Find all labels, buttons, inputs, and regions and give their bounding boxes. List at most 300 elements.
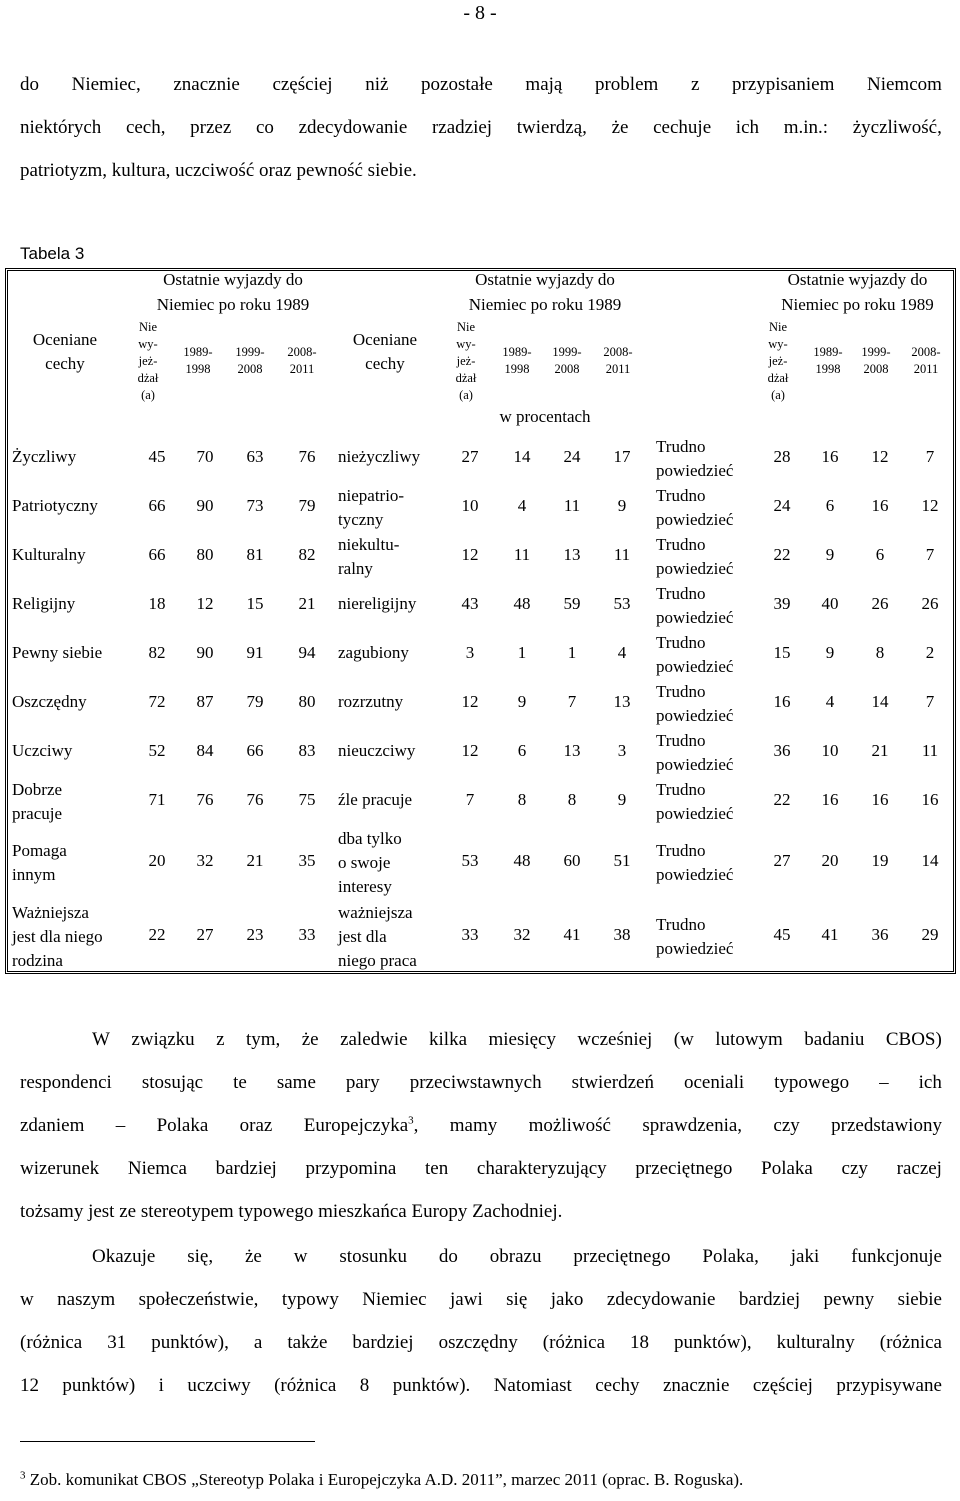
value-negative: 33 xyxy=(461,925,479,944)
word: przez xyxy=(190,117,232,138)
value-hard-to-say: 28 xyxy=(773,447,791,466)
footnote-ref: 3 xyxy=(408,1114,414,1127)
word: same xyxy=(276,1072,316,1093)
col-header-never-line: dżał xyxy=(455,371,477,385)
word: zaledwie xyxy=(340,1029,408,1050)
word: Niemiec, xyxy=(71,74,141,95)
hard-to-say-part: Trudno xyxy=(656,841,706,860)
word: (w xyxy=(673,1029,694,1050)
col-header-2008-line: 2011 xyxy=(605,362,631,376)
col-header-2008-line: 2011 xyxy=(289,362,315,376)
word: w xyxy=(293,1246,308,1267)
value-negative: 3 xyxy=(465,643,475,662)
hard-to-say-part: Trudno xyxy=(656,731,706,750)
value-negative: 24 xyxy=(563,447,581,466)
value-hard-to-say: 16 xyxy=(921,790,939,809)
value-positive: 90 xyxy=(196,496,214,515)
word: oceniali xyxy=(683,1072,745,1093)
value-positive: 21 xyxy=(298,594,316,613)
word: charakteryzujący xyxy=(476,1158,607,1179)
trait-negative-part: jest dla xyxy=(338,927,387,946)
word: ich xyxy=(735,117,760,138)
word: przeciętnego xyxy=(573,1246,671,1267)
trait-positive: Oszczędny xyxy=(12,692,87,711)
col-header-never-line: jeż- xyxy=(138,354,158,368)
word: że xyxy=(301,1029,319,1050)
value-hard-to-say: 11 xyxy=(921,741,939,760)
hard-to-say-part: Trudno xyxy=(656,437,706,456)
body-line xyxy=(20,1235,942,1278)
trait-positive-part: Ważniejsza xyxy=(12,903,89,922)
word: zdecydowanie xyxy=(298,117,408,138)
col-header-never-line: (a) xyxy=(141,388,155,402)
word: przedstawiony xyxy=(831,1115,942,1136)
value-hard-to-say: 27 xyxy=(773,851,791,870)
hard-to-say-part: powiedzieć xyxy=(656,461,734,480)
word: 31 xyxy=(107,1332,127,1353)
value-hard-to-say: 20 xyxy=(821,851,839,870)
value-negative: 11 xyxy=(513,545,531,564)
value-negative: 32 xyxy=(513,925,531,944)
hard-to-say-part: Trudno xyxy=(656,915,706,934)
value-hard-to-say: 19 xyxy=(871,851,889,870)
word: mamy xyxy=(449,1115,498,1136)
value-positive: 73 xyxy=(246,496,264,515)
word: 12 xyxy=(20,1375,39,1396)
value-hard-to-say: 21 xyxy=(871,741,889,760)
word: rzadziej xyxy=(431,117,493,138)
group-header-line-1: Ostatnie wyjazdy do xyxy=(475,270,615,289)
value-positive: 79 xyxy=(246,692,264,711)
value-positive: 91 xyxy=(246,643,264,662)
trait-negative-part: niepatrio- xyxy=(338,486,405,505)
trait-negative xyxy=(338,827,458,899)
col-header-never xyxy=(128,319,168,404)
value-negative: 9 xyxy=(517,692,527,711)
word: przypomina xyxy=(305,1158,397,1179)
value-hard-to-say: 16 xyxy=(871,790,889,809)
col-header-never-line: wy- xyxy=(768,337,788,351)
col-header-1999 xyxy=(545,344,589,378)
word: także xyxy=(287,1332,328,1353)
trait-negative-part: o swoje xyxy=(338,853,391,872)
word: wizerunek xyxy=(20,1158,100,1179)
word: stosując xyxy=(141,1072,204,1093)
word: ich xyxy=(918,1072,942,1093)
word: pozostałe xyxy=(421,74,493,95)
word: 18 xyxy=(630,1332,650,1353)
word: (różnica xyxy=(879,1332,942,1353)
value-negative: 53 xyxy=(461,851,479,870)
footnote-separator xyxy=(20,1441,315,1442)
word: do xyxy=(438,1246,458,1267)
col-header-2008-line: 2008- xyxy=(603,345,633,359)
word: bardziej xyxy=(738,1289,801,1310)
value-positive: 80 xyxy=(298,692,316,711)
value-positive: 87 xyxy=(196,692,214,711)
word: raczej xyxy=(896,1158,942,1179)
body-line-with-ref xyxy=(20,1104,942,1147)
word: Natomiast xyxy=(493,1375,572,1396)
word: obrazu xyxy=(489,1246,542,1267)
col-header-never-line: (a) xyxy=(459,388,473,402)
value-positive: 84 xyxy=(196,741,214,760)
word: problem xyxy=(594,74,659,95)
col-header-1989 xyxy=(176,344,220,378)
trait-positive xyxy=(12,839,137,887)
value-hard-to-say: 36 xyxy=(773,741,791,760)
word: i xyxy=(158,1375,164,1396)
value-negative: 53 xyxy=(613,594,631,613)
value-negative: 11 xyxy=(613,545,631,564)
value-positive: 45 xyxy=(148,447,166,466)
value-hard-to-say: 16 xyxy=(871,496,889,515)
word: znacznie xyxy=(173,74,240,95)
word-with-ref xyxy=(304,1104,419,1147)
body-line: tożsamy jest ze stereotypem typowego mieszkańca Europy Zachodniej. xyxy=(20,1201,563,1222)
word: bardziej xyxy=(215,1158,277,1179)
trait-negative-part: tyczny xyxy=(338,510,384,529)
group-header-line-2: Niemiec po roku 1989 xyxy=(156,295,310,314)
word: badaniu xyxy=(804,1029,865,1050)
word: związku xyxy=(131,1029,195,1050)
value-positive: 18 xyxy=(148,594,166,613)
traits-header xyxy=(10,328,120,376)
hard-to-say-label xyxy=(656,484,766,532)
word: miesięcy xyxy=(488,1029,556,1050)
hard-to-say-part: powiedzieć xyxy=(656,559,734,578)
word: częściej xyxy=(272,74,333,95)
hard-to-say-label xyxy=(656,582,766,630)
word: ten xyxy=(424,1158,449,1179)
col-header-1999 xyxy=(228,344,272,378)
value-hard-to-say: 22 xyxy=(773,790,791,809)
hard-to-say-part: Trudno xyxy=(656,486,706,505)
unit-label: w procentach xyxy=(499,407,591,426)
traits-header-word: cechy xyxy=(45,354,85,373)
hard-to-say-part: powiedzieć xyxy=(656,755,734,774)
value-hard-to-say: 24 xyxy=(773,496,791,515)
col-header-never-line: wy- xyxy=(138,337,158,351)
word: w xyxy=(20,1289,34,1310)
trait-negative-part: ważniejsza xyxy=(338,903,413,922)
value-negative: 11 xyxy=(563,496,581,515)
hard-to-say-part: Trudno xyxy=(656,633,706,652)
word: punktów). xyxy=(392,1375,471,1396)
body-paragraph-1 xyxy=(20,1018,942,1233)
col-header-never-line: (a) xyxy=(771,388,785,402)
trait-negative: nieżyczliwy xyxy=(338,447,421,466)
value-negative: 6 xyxy=(517,741,527,760)
word: z xyxy=(690,74,700,95)
value-negative: 13 xyxy=(563,741,581,760)
value-hard-to-say: 36 xyxy=(871,925,889,944)
word: tym, xyxy=(246,1029,281,1050)
word: społeczeństwie, xyxy=(138,1289,259,1310)
col-header-2008-line: 2011 xyxy=(913,362,939,376)
word: przeciętnego xyxy=(635,1158,733,1179)
word: Niemiec xyxy=(362,1289,427,1310)
value-negative: 48 xyxy=(513,851,531,870)
word: a xyxy=(253,1332,263,1353)
word: czy xyxy=(841,1158,868,1179)
hard-to-say-label xyxy=(656,778,766,826)
word: kulturalny xyxy=(776,1332,855,1353)
value-positive: 33 xyxy=(298,925,316,944)
trait-positive: Uczciwy xyxy=(12,741,73,760)
col-header-never xyxy=(446,319,486,404)
hard-to-say-label xyxy=(656,533,766,581)
word: Europejczyka xyxy=(303,1115,409,1136)
trait-negative-part: niego praca xyxy=(338,951,417,970)
word: – xyxy=(115,1115,126,1136)
value-hard-to-say: 22 xyxy=(773,545,791,564)
word: zdaniem xyxy=(20,1115,85,1136)
hard-to-say-part: powiedzieć xyxy=(656,865,734,884)
traits-header-word: Oceniane xyxy=(352,330,418,349)
col-header-1999-line: 1999- xyxy=(552,345,582,359)
word: przeciwstawnych xyxy=(409,1072,542,1093)
word: (różnica xyxy=(20,1332,83,1353)
col-header-1999-line: 2008 xyxy=(554,362,580,376)
word: przypisaniem xyxy=(732,74,835,95)
value-positive: 20 xyxy=(148,851,166,870)
word: wcześniej xyxy=(577,1029,653,1050)
trait-negative-part: niekultu- xyxy=(338,535,400,554)
value-hard-to-say: 14 xyxy=(871,692,889,711)
value-positive: 83 xyxy=(298,741,316,760)
trait-negative xyxy=(338,901,458,973)
value-positive: 75 xyxy=(298,790,316,809)
trait-negative-part: dba tylko xyxy=(338,829,402,848)
value-negative: 43 xyxy=(461,594,479,613)
word: Polaka xyxy=(761,1158,813,1179)
value-hard-to-say: 40 xyxy=(821,594,839,613)
word: twierdzą, xyxy=(516,117,587,138)
word: lutowym xyxy=(715,1029,783,1050)
trait-positive xyxy=(12,901,137,973)
value-negative: 8 xyxy=(567,790,577,809)
value-negative: 4 xyxy=(617,643,627,662)
word: życzliwość, xyxy=(852,117,942,138)
value-positive: 52 xyxy=(148,741,166,760)
col-header-2008-line: 2008- xyxy=(911,345,941,359)
hard-to-say-label xyxy=(656,913,766,961)
col-header-2008 xyxy=(596,344,640,378)
hard-to-say-label xyxy=(656,680,766,728)
hard-to-say-part: powiedzieć xyxy=(656,657,734,676)
col-header-never-line: Nie xyxy=(138,320,158,334)
col-header-never-line: wy- xyxy=(456,337,476,351)
value-positive: 15 xyxy=(246,594,264,613)
value-negative: 38 xyxy=(613,925,631,944)
word: cechuje xyxy=(653,117,712,138)
word: jawi xyxy=(450,1289,483,1310)
word: pary xyxy=(345,1072,380,1093)
col-header-never-line: jeż- xyxy=(456,354,476,368)
value-hard-to-say: 16 xyxy=(821,790,839,809)
trait-negative-part: ralny xyxy=(338,559,373,578)
hard-to-say-part: powiedzieć xyxy=(656,706,734,725)
table-caption: Tabela 3 xyxy=(20,244,85,263)
value-positive: 82 xyxy=(148,643,166,662)
trait-positive-part: innym xyxy=(12,865,56,884)
value-negative: 14 xyxy=(513,447,531,466)
value-hard-to-say: 12 xyxy=(871,447,889,466)
col-header-2008 xyxy=(280,344,324,378)
value-negative: 51 xyxy=(613,851,631,870)
value-hard-to-say: 41 xyxy=(821,925,839,944)
word: jaki xyxy=(790,1246,820,1267)
value-negative: 12 xyxy=(461,692,479,711)
word: jako xyxy=(550,1289,584,1310)
col-header-2008-line: 2008- xyxy=(287,345,317,359)
value-negative: 7 xyxy=(465,790,475,809)
col-header-1999-line: 1999- xyxy=(861,345,891,359)
word: co xyxy=(255,117,274,138)
value-positive: 76 xyxy=(196,790,214,809)
value-negative: 59 xyxy=(563,594,581,613)
col-header-1989-line: 1989- xyxy=(502,345,532,359)
word: niż xyxy=(365,74,389,95)
body-line xyxy=(20,1364,942,1407)
trait-negative: rozrzutny xyxy=(338,692,404,711)
word: przypisywane xyxy=(836,1375,942,1396)
col-header-never-line: jeż- xyxy=(768,354,788,368)
col-header-1999 xyxy=(854,344,898,378)
value-negative: 3 xyxy=(617,741,627,760)
hard-to-say-part: Trudno xyxy=(656,682,706,701)
value-positive: 80 xyxy=(196,545,214,564)
word: stwierdzeń xyxy=(571,1072,654,1093)
intro-line-3: patriotyzm, kultura, uczciwość oraz pewność siebie. xyxy=(20,160,417,181)
hard-to-say-label xyxy=(656,729,766,777)
trait-positive: Patriotyczny xyxy=(12,496,98,515)
word: bardziej xyxy=(352,1332,414,1353)
word: typowego xyxy=(774,1072,850,1093)
hard-to-say-part: powiedzieć xyxy=(656,939,734,958)
trait-positive: Życzliwy xyxy=(12,447,77,466)
value-positive: 35 xyxy=(298,851,316,870)
value-negative: 27 xyxy=(461,447,479,466)
word: z xyxy=(216,1029,225,1050)
value-positive: 66 xyxy=(148,496,166,515)
page-number: - 8 - xyxy=(463,2,497,24)
col-header-never-line: Nie xyxy=(768,320,788,334)
value-hard-to-say: 12 xyxy=(921,496,939,515)
value-positive: 90 xyxy=(196,643,214,662)
trait-positive: Religijny xyxy=(12,594,76,613)
word: oszczędny xyxy=(438,1332,518,1353)
word: uczciwy xyxy=(187,1375,251,1396)
word: sprawdzenia, xyxy=(642,1115,743,1136)
value-hard-to-say: 16 xyxy=(821,447,839,466)
word: Polaka xyxy=(156,1115,209,1136)
value-positive: 12 xyxy=(196,594,214,613)
value-hard-to-say: 6 xyxy=(875,545,885,564)
word: częściej xyxy=(752,1375,813,1396)
word: stosunku xyxy=(339,1246,407,1267)
value-positive: 94 xyxy=(298,643,316,662)
value-positive: 63 xyxy=(246,447,264,466)
value-hard-to-say: 15 xyxy=(773,643,791,662)
group-header-line-1: Ostatnie wyjazdy do xyxy=(163,270,303,289)
value-negative: 60 xyxy=(563,851,581,870)
value-positive: 76 xyxy=(246,790,264,809)
trait-negative xyxy=(338,484,458,532)
trait-negative-part: interesy xyxy=(338,877,392,896)
trait-negative: zagubiony xyxy=(338,643,409,662)
value-negative: 1 xyxy=(517,643,527,662)
value-positive: 32 xyxy=(196,851,214,870)
hard-to-say-label xyxy=(656,839,766,887)
value-hard-to-say: 26 xyxy=(921,594,939,613)
value-hard-to-say: 9 xyxy=(825,545,835,564)
word: Niemca xyxy=(127,1158,187,1179)
word: oraz xyxy=(239,1115,273,1136)
word: zdecydowanie xyxy=(606,1289,716,1310)
hard-to-say-label xyxy=(656,435,766,483)
word: możliwość xyxy=(528,1115,611,1136)
value-negative: 1 xyxy=(567,643,577,662)
value-hard-to-say: 6 xyxy=(825,496,835,515)
word: czy xyxy=(773,1115,800,1136)
word: do xyxy=(20,74,39,95)
word: Niemcom xyxy=(866,74,942,95)
value-negative: 4 xyxy=(517,496,527,515)
word: znacznie xyxy=(662,1375,730,1396)
word: że xyxy=(611,117,629,138)
trait-positive-part: jest dla niego xyxy=(12,927,103,946)
body-line xyxy=(20,1278,942,1321)
value-hard-to-say: 39 xyxy=(773,594,791,613)
word: cechy xyxy=(595,1375,640,1396)
hard-to-say-label xyxy=(656,631,766,679)
value-negative: 7 xyxy=(567,692,577,711)
col-header-1989 xyxy=(495,344,539,378)
value-positive: 23 xyxy=(246,925,264,944)
word: – xyxy=(879,1072,889,1093)
word: się xyxy=(506,1289,528,1310)
word: respondenci xyxy=(20,1072,112,1093)
value-hard-to-say: 26 xyxy=(871,594,889,613)
value-positive: 66 xyxy=(246,741,264,760)
trait-negative: nieuczciwy xyxy=(338,741,416,760)
col-header-1989-line: 1989- xyxy=(183,345,213,359)
col-header-1999-line: 2008 xyxy=(237,362,263,376)
word: mają xyxy=(525,74,563,95)
col-header-1989-line: 1998 xyxy=(815,362,841,376)
value-positive: 79 xyxy=(298,496,316,515)
body-line xyxy=(20,1147,942,1190)
hard-to-say-part: powiedzieć xyxy=(656,608,734,627)
word: m.in.: xyxy=(783,117,829,138)
hard-to-say-part: Trudno xyxy=(656,535,706,554)
trait-positive xyxy=(12,778,137,826)
value-negative: 9 xyxy=(617,790,627,809)
body-paragraph-2 xyxy=(20,1235,942,1407)
value-negative: 8 xyxy=(517,790,527,809)
value-negative: 13 xyxy=(563,545,581,564)
value-hard-to-say: 7 xyxy=(925,692,935,711)
value-hard-to-say: 4 xyxy=(825,692,835,711)
body-line xyxy=(20,1321,942,1364)
col-header-1989-line: 1989- xyxy=(813,345,843,359)
hard-to-say-part: powiedzieć xyxy=(656,510,734,529)
body-line-left xyxy=(20,1104,942,1147)
body-line xyxy=(20,1061,942,1104)
value-positive: 66 xyxy=(148,545,166,564)
